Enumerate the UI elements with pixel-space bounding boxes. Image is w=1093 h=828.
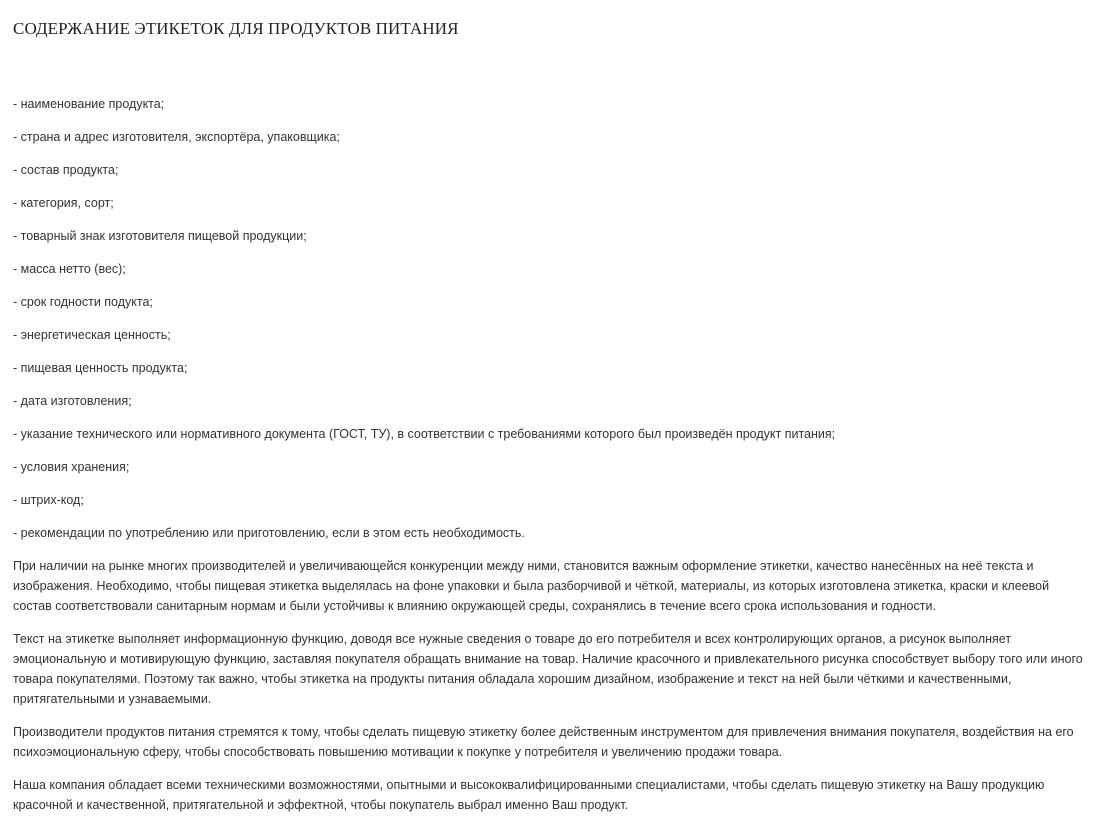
list-item: - состав продукта; <box>13 163 119 177</box>
list-item: - условия хранения; <box>13 460 130 474</box>
list-item: - срок годности подукта; <box>13 295 153 309</box>
paragraph: Текст на этикетке выполняет информационную функцию, доводя все нужные сведения о товаре до его потребителя и всех контролирующих органов, а рисунок выполняет эмоциональную и мотивирующую функцию, заставляя покупателя обращать внимание на товар. Наличие красочного и привлекательного рисунка способствует выбору того или иного товара покупателями. Поэтому так важно, чтобы этикетка на продукты питания обладала хорошим дизайном, изображение и текст на ней были чёткими и качественными, притягательными и узнаваемыми. <box>13 632 1083 706</box>
list-item: - пищевая ценность продукта; <box>13 361 188 375</box>
label-contents-list <box>13 95 835 557</box>
page-title: СОДЕРЖАНИЕ ЭТИКЕТОК ДЛЯ ПРОДУКТОВ ПИТАНИЯ <box>13 19 459 38</box>
list-item: - энергетическая ценность; <box>13 328 171 342</box>
list-item: - масса нетто (вес); <box>13 262 126 276</box>
list-item: - указание технического или нормативного документа (ГОСТ, ТУ), в соответствии с требованиями которого был произведён продукт питания; <box>13 427 836 441</box>
list-item: - штрих-код; <box>13 493 84 507</box>
paragraph: Производители продуктов питания стремятся к тому, чтобы сделать пищевую этикетку более действенным инструментом для привлечения внимания покупателя, воздействия на его психоэмоциональную сферу, чтобы способствовать повышению мотивации к покупке у потребителя и увеличению продажи товара. <box>13 725 1074 759</box>
list-item: - рекомендации по употреблению или приготовлению, если в этом есть необходимость. <box>13 526 525 540</box>
list-item: - товарный знак изготовителя пищевой продукции; <box>13 229 307 243</box>
paragraph: Наша компания обладает всеми техническими возможностями, опытными и высококвалифицированными специалистами, чтобы сделать пищевую этикетку на Вашу продукцию красочной и качественной, притягательной и эффектной, чтобы покупатель выбрал именно Ваш продукт. <box>13 778 1045 812</box>
list-item: - дата изготовления; <box>13 394 132 408</box>
article-body <box>13 556 1085 828</box>
list-item: - наименование продукта; <box>13 97 165 111</box>
list-item: - категория, сорт; <box>13 196 114 210</box>
list-item: - страна и адрес изготовителя, экспортёра, упаковщика; <box>13 130 340 144</box>
paragraph: При наличии на рынке многих производителей и увеличивающейся конкуренции между ними, становится важным оформление этикетки, качество нанесённых на неё текста и изображения. Необходимо, чтобы пищевая этикетка выделялась на фоне упаковки и была разборчивой и чёткой, материалы, из которых изготовлена этикетка, краски и клеевой состав соответствовали санитарным нормам и были устойчивы к влиянию окружающей среды, сохранялись в течение всего срока использования и годности. <box>13 559 1050 613</box>
